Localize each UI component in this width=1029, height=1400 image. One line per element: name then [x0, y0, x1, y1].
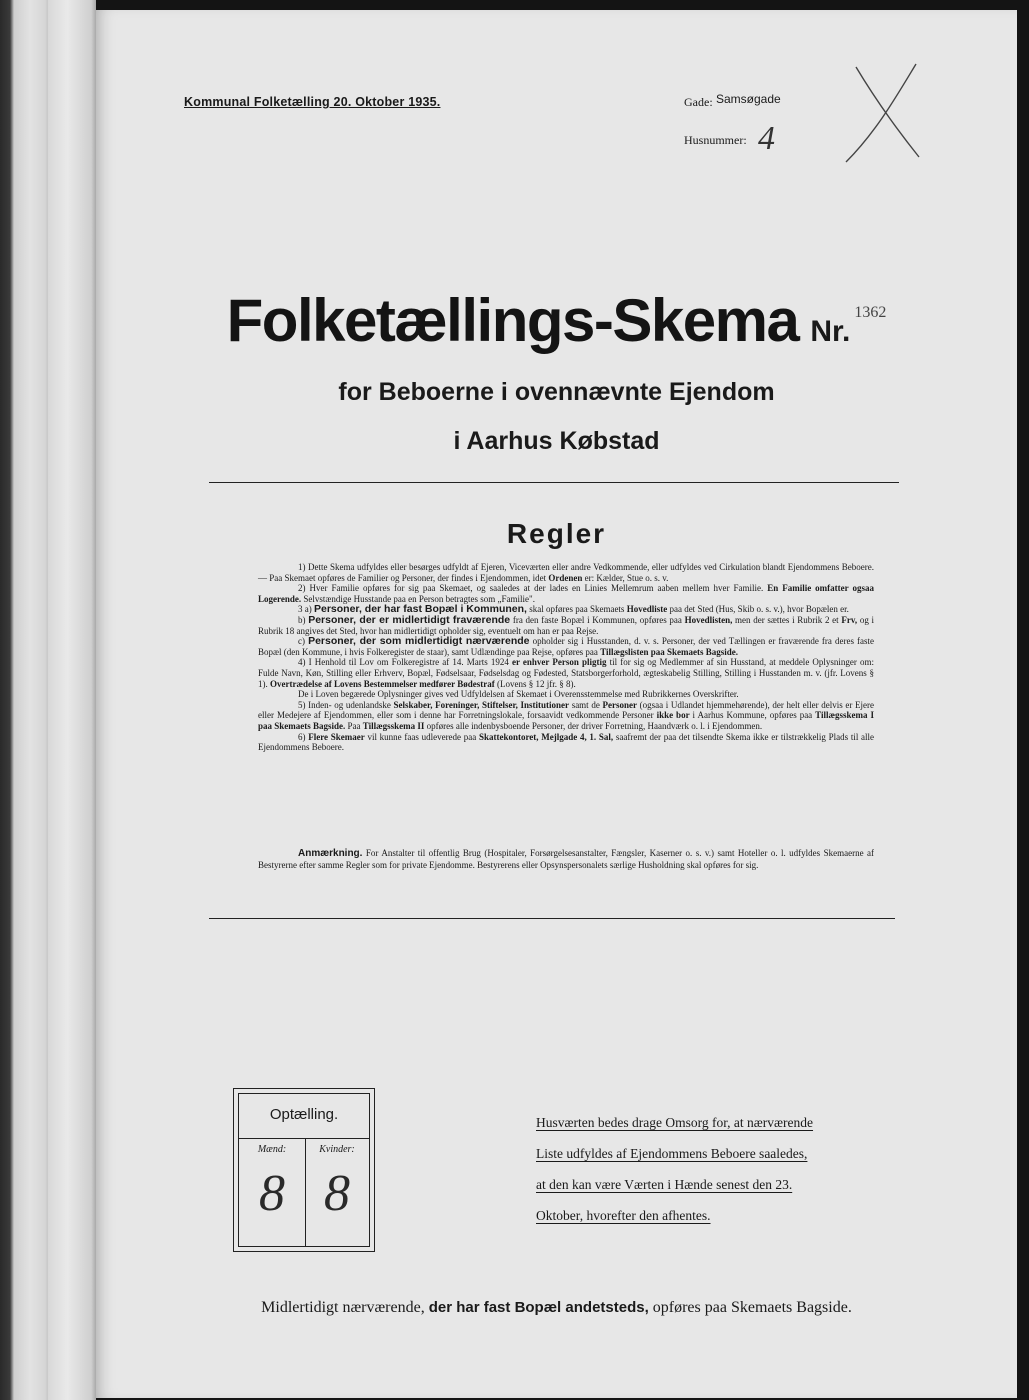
regler-text — [258, 562, 874, 753]
husvaert-line-2: Liste udfyldes af Ejendommens Beboere saaledes, — [536, 1146, 808, 1161]
form-title-main: Folketællings-Skema — [226, 287, 799, 354]
anmaerkning-note — [258, 848, 874, 871]
kvinder-label: Kvinder: — [319, 1144, 355, 1155]
rule-1: 1) Dette Skema udfyldes eller besørges udfyldt af Ejeren, Viceværten eller andre Vedkommende, eller udfyldes ved Cirkulation blandt Ejendommens Beboere. — Paa Skemaet opføres de Familier og Personer, der findes i Ejendommen, idet Ordenen er: Kælder, Stue o. s. v. — [258, 562, 874, 583]
optaelling-box — [233, 1088, 375, 1252]
rule-2: 2) Hver Familie opføres for sig paa Skemaet, og saaledes at der lades en Linies Mellemrum aaben mellem hver Familie. En Familie omfatter ogsaa Logerende. Selvstændige Husstande paa en Person betragtes som „Familie". — [258, 583, 874, 604]
kvinder-count: 8 — [324, 1165, 350, 1222]
anmaerkning-text: For Anstalter til offentlig Brug (Hospitaler, Forsørgelsesanstalter, Fængsler, Kaserner o. s. v.) samt Hoteller o. l. udfyldes Skemaerne af Bestyrerne efter samme Regler som for private Ejendomme. Bestyrerens eller Opsynspersonalets særlige Husholdning skal opføres for sig. — [258, 848, 875, 870]
rule-3c: c) Personer, der som midlertidigt nærværende opholder sig i Husstanden, d. v. s. Personer, der ved Tællingen er fraværende fra deres faste Bopæl (den Kommune, i hvis Folkeregister de staar), samt Udlændinge paa Rejse, opføres paa Tillægslisten paa Skemaets Bagside. — [258, 635, 875, 657]
anmaerkning-label: Anmærkning. — [298, 848, 363, 859]
form-number-value: 1362 — [854, 304, 887, 321]
maend-label: Mænd: — [257, 1144, 287, 1155]
husvaert-notice — [536, 1107, 872, 1231]
form-subtitle-2: i Aarhus Købstad — [453, 427, 660, 455]
pencil-cross-mark — [831, 62, 926, 167]
rule-3a: 3 a) Personer, der har fast Bopæl i Kommunen, skal opføres paa Skemaets Hovedliste paa det Sted (Hus, Skib o. s. v.), hvor Bopælen er. — [298, 603, 849, 616]
husvaert-line-3: at den kan være Værten i Hænde senest den 23. — [536, 1177, 793, 1192]
rule-5: 5) Inden- og udenlandske Selskaber, Foreninger, Stiftelser, Institutioner samt de Personer (ogsaa i Udlandet hjemmehørende), der helt eller delvis er Ejere eller Medejere af Ejendommen, eller som i denne har Forretningslokale, forsaavidt vedkommende Personer ikke bor i Aarhus Kommune, opføres paa Tillægsskema I paa Skemaets Bagside. Paa Tillægsskema II opføres alle indenbysboende Personer, der driver Forretning, Haandværk o. l. i Ejendommen. — [258, 699, 874, 731]
regler-heading: Regler — [506, 518, 607, 549]
husnummer-value: 4 — [758, 120, 775, 157]
form-title — [96, 286, 1017, 355]
gade-label: Gade: — [684, 95, 713, 109]
binding-spine — [48, 0, 96, 1400]
form-subtitle-1: for Beboerne i ovennævnte Ejendom — [338, 378, 775, 406]
census-form-page — [96, 10, 1017, 1398]
maend-count: 8 — [259, 1165, 285, 1222]
optaelling-title: Optælling. — [269, 1106, 339, 1123]
rule-4: 4) I Henhold til Lov om Folkeregistre af 14. Marts 1924 er enhver Person pligtig til for sig og Medlemmer af sin Husstand, at meddele Oplysninger om: Fulde Navn, Køn, Stilling eller Erhverv, Bopæl, Fødselsaar, Fødselsdag og Fødested, Statsborgerforhold, ægteskabelig Stilling, Stilling i Husstanden m. v. (jfr. Lovens § 1). Overtrædelse af Lovens Bestemmelser medfører Bødestraf (Lovens § 12 jfr. § 8). — [258, 657, 875, 689]
form-number-label: Nr. — [810, 315, 851, 348]
census-title: Kommunal Folketælling 20. Oktober 1935. — [184, 95, 441, 109]
husnummer-label: Husnummer: — [684, 133, 747, 147]
footer-note: Midlertidigt nærværende, der har fast Bopæl andetsteds, opføres paa Skemaets Bagside. — [261, 1299, 852, 1316]
rule-3b: b) Personer, der er midlertidigt fraværende fra den faste Bopæl i Kommunen, opføres paa Hovedlisten, men der sættes i Rubrik 2 et Frv, og i Rubrik 18 angives det Sted, hvor han midlertidigt opholder sig, eventuelt om han er paa Rejse. — [258, 613, 875, 636]
husvaert-line-1: Husværten bedes drage Omsorg for, at nærværende — [536, 1115, 814, 1130]
divider-bottom — [209, 918, 895, 919]
divider-top — [209, 482, 899, 483]
rule-6: 6) Flere Skemaer vil kunne faas udleverede paa Skattekontoret, Mejlgade 4, 1. Sal, saafremt der paa det tilsendte Skema ikke er tilstrækkelig Plads til alle Ejendommens Beboere. — [258, 731, 875, 753]
husvaert-line-4: Oktober, hvorefter den afhentes. — [536, 1208, 711, 1223]
gade-value: Samsøgade — [716, 92, 781, 106]
rule-4b: De i Loven begærede Oplysninger gives ved Udfyldelsen af Skemaet i Overensstemmelse med Rubrikkernes Overskrifter. — [298, 689, 739, 700]
